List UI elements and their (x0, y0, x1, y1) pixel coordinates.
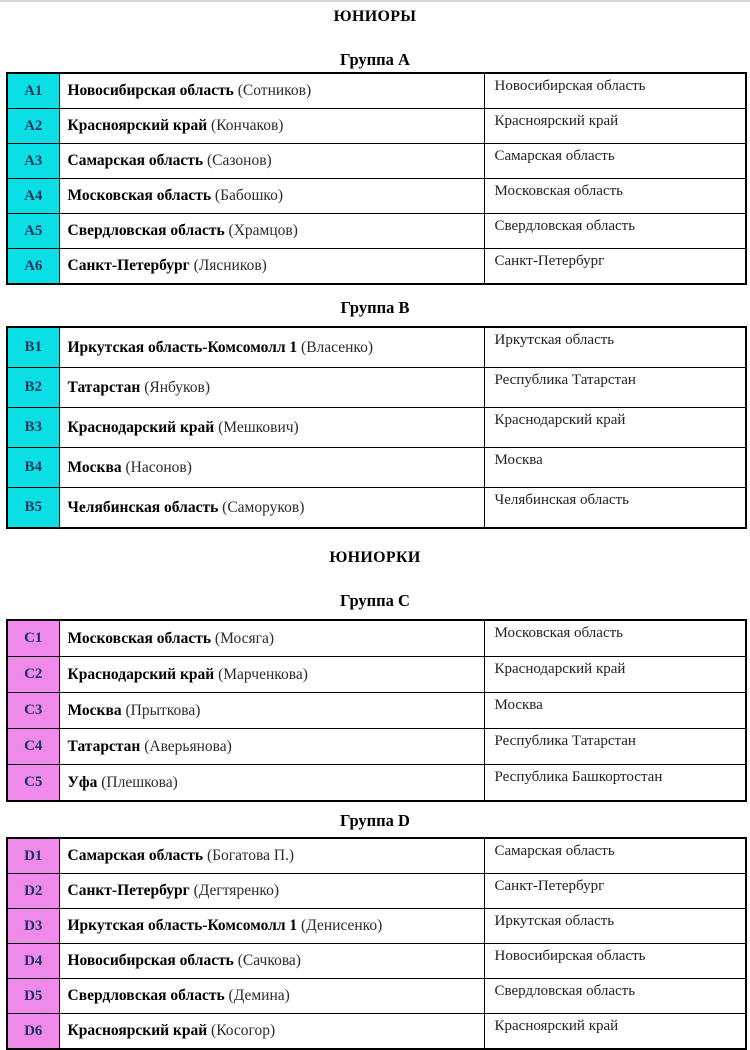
team-cell (59, 488, 484, 529)
team-cell (59, 448, 484, 488)
region-cell: Иркутская область (484, 909, 746, 944)
code-cell: A6 (7, 249, 59, 285)
coach-name: (Богатова П.) (206, 847, 295, 864)
code-cell: A4 (7, 179, 59, 214)
region-cell: Республика Татарстан (484, 368, 746, 408)
region-cell: Санкт-Петербург (484, 249, 746, 285)
table-row (7, 249, 746, 285)
table-row (7, 144, 746, 179)
code-cell: A3 (7, 144, 59, 179)
team-cell (59, 620, 484, 657)
coach-name: (Саморуков) (222, 498, 305, 516)
region-cell: Челябинская область (484, 488, 746, 529)
team-name: Краснодарский край (67, 665, 215, 683)
team-name: Челябинская область (67, 498, 219, 516)
table-row (7, 327, 746, 368)
code-cell: D5 (7, 979, 59, 1014)
table-row (7, 729, 746, 765)
table-row (7, 368, 746, 408)
group-d-title: Группа D (340, 811, 410, 830)
code-cell: B3 (7, 408, 59, 448)
code-cell: B5 (7, 488, 59, 529)
team-cell (59, 249, 484, 285)
coach-name: (Насонов) (125, 458, 192, 476)
table-row (7, 620, 746, 657)
team-name: Татарстан (67, 737, 141, 755)
team-name: Московская область (67, 187, 212, 204)
code-cell: A2 (7, 109, 59, 144)
region-cell: Новосибирская область (484, 73, 746, 109)
team-name: Новосибирская область (67, 82, 234, 99)
region-cell: Иркутская область (484, 327, 746, 368)
team-cell (59, 327, 484, 368)
team-cell (59, 657, 484, 693)
team-cell (59, 838, 484, 874)
coach-name: (Сачкова) (237, 952, 301, 969)
coach-name: (Храмцов) (228, 222, 298, 239)
coach-name: (Сотников) (237, 82, 312, 99)
coach-name: (Мешкович) (218, 418, 299, 436)
region-cell: Москва (484, 693, 746, 729)
code-cell: B1 (7, 327, 59, 368)
coach-name: (Демина) (228, 987, 290, 1004)
table-row (7, 944, 746, 979)
team-name: Иркутская область-Комсомолл 1 (67, 917, 298, 934)
region-cell: Республика Башкортостан (484, 765, 746, 802)
code-cell: D1 (7, 838, 59, 874)
coach-name: (Янбуков) (144, 378, 211, 396)
region-cell: Самарская область (484, 144, 746, 179)
coach-name: (Кончаков) (211, 117, 284, 134)
team-name: Свердловская область (67, 987, 225, 1004)
code-cell: D6 (7, 1014, 59, 1050)
team-cell (59, 408, 484, 448)
table-row (7, 1014, 746, 1050)
table-row (7, 179, 746, 214)
coach-name: (Дегтяренко) (193, 882, 280, 899)
table-row (7, 448, 746, 488)
team-cell (59, 179, 484, 214)
group-c-table (6, 619, 747, 802)
team-name: Новосибирская область (67, 952, 234, 969)
table-row (7, 73, 746, 109)
team-name: Иркутская область-Комсомолл 1 (67, 338, 298, 356)
team-name: Уфа (67, 773, 98, 791)
group-b-table (6, 326, 747, 529)
region-cell: Московская область (484, 179, 746, 214)
team-cell (59, 214, 484, 249)
coach-name: (Власенко) (301, 338, 374, 356)
code-cell: D3 (7, 909, 59, 944)
group-a-table (6, 72, 747, 285)
team-name: Москва (67, 701, 122, 719)
code-cell: C1 (7, 620, 59, 657)
team-name: Самарская область (67, 847, 204, 864)
table-row (7, 979, 746, 1014)
team-name: Татарстан (67, 378, 141, 396)
region-cell: Москва (484, 448, 746, 488)
table-row (7, 693, 746, 729)
group-b-title: Группа B (340, 298, 410, 317)
table-row (7, 109, 746, 144)
region-cell: Самарская область (484, 838, 746, 874)
team-cell (59, 368, 484, 408)
region-cell: Новосибирская область (484, 944, 746, 979)
region-cell: Красноярский край (484, 1014, 746, 1050)
code-cell: D2 (7, 874, 59, 909)
group-a-title: Группа A (340, 50, 410, 69)
coach-name: (Аверьянова) (144, 737, 232, 755)
region-cell: Санкт-Петербург (484, 874, 746, 909)
team-name: Москва (67, 458, 122, 476)
team-name: Краснодарский край (67, 418, 215, 436)
team-cell (59, 874, 484, 909)
region-cell: Свердловская область (484, 214, 746, 249)
table-row (7, 838, 746, 874)
coach-name: (Лясников) (193, 257, 267, 274)
team-cell (59, 73, 484, 109)
table-row (7, 874, 746, 909)
coach-name: (Денисенко) (301, 917, 383, 934)
coach-name: (Сазонов) (206, 152, 272, 169)
code-cell: A1 (7, 73, 59, 109)
coach-name: (Косогор) (211, 1022, 276, 1039)
team-name: Московская область (67, 629, 212, 647)
table-row (7, 765, 746, 802)
code-cell: C2 (7, 657, 59, 693)
coach-name: (Мосяга) (214, 629, 275, 647)
table-row (7, 909, 746, 944)
team-cell (59, 765, 484, 802)
region-cell: Республика Татарстан (484, 729, 746, 765)
team-cell (59, 729, 484, 765)
team-cell (59, 909, 484, 944)
section-title-juniors: ЮНИОРЫ (333, 8, 417, 25)
team-cell (59, 693, 484, 729)
team-name: Санкт-Петербург (67, 257, 190, 274)
team-cell (59, 1014, 484, 1050)
region-cell: Московская область (484, 620, 746, 657)
table-row (7, 657, 746, 693)
code-cell: C5 (7, 765, 59, 802)
team-cell (59, 944, 484, 979)
code-cell: D4 (7, 944, 59, 979)
coach-name: (Прыткова) (125, 701, 201, 719)
coach-name: (Бабошко) (214, 187, 284, 204)
table-row (7, 488, 746, 529)
coach-name: (Марченкова) (218, 665, 308, 683)
region-cell: Краснодарский край (484, 408, 746, 448)
group-d-table (6, 837, 747, 1050)
team-cell (59, 144, 484, 179)
region-cell: Свердловская область (484, 979, 746, 1014)
team-cell (59, 979, 484, 1014)
team-name: Красноярский край (67, 117, 208, 134)
team-name: Свердловская область (67, 222, 225, 239)
code-cell: C4 (7, 729, 59, 765)
team-name: Красноярский край (67, 1022, 208, 1039)
coach-name: (Плешкова) (101, 773, 178, 791)
code-cell: B4 (7, 448, 59, 488)
team-name: Самарская область (67, 152, 204, 169)
group-c-title: Группа C (340, 591, 410, 610)
code-cell: A5 (7, 214, 59, 249)
table-row (7, 214, 746, 249)
code-cell: B2 (7, 368, 59, 408)
table-row (7, 408, 746, 448)
team-name: Санкт-Петербург (67, 882, 190, 899)
region-cell: Краснодарский край (484, 657, 746, 693)
section-title-junior-women: ЮНИОРКИ (329, 549, 421, 566)
region-cell: Красноярский край (484, 109, 746, 144)
team-cell (59, 109, 484, 144)
code-cell: C3 (7, 693, 59, 729)
